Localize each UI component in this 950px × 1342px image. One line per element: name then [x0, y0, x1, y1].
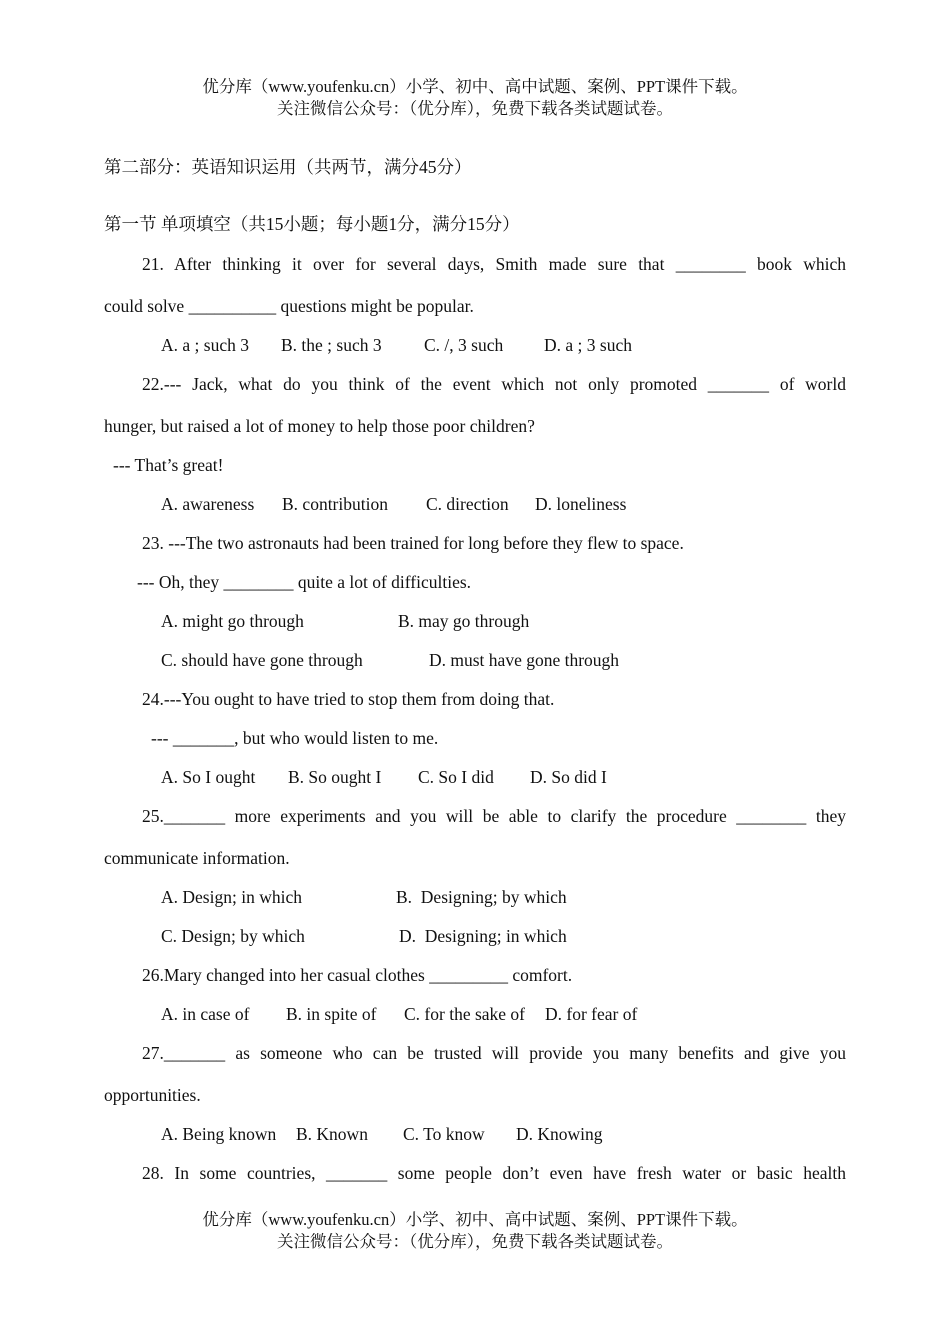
option-24-d: D. So did I [530, 767, 607, 787]
question-21-stem-cont: could solve __________ questions might be popular. [104, 296, 474, 316]
option-27-c: C. To know [403, 1124, 485, 1144]
option-25-a: A. Design; in which [161, 887, 302, 907]
question-27-stem: 27._______ as someone who can be trusted will provide you many benefits and give you [142, 1043, 846, 1063]
option-27-d: D. Knowing [516, 1124, 603, 1144]
option-24-b: B. So ought I [288, 767, 382, 787]
question-25-stem-cont: communicate information. [104, 848, 290, 868]
question-23-stem: 23. ---The two astronauts had been trained for long before they flew to space. [142, 533, 684, 553]
option-23-d: D. must have gone through [429, 650, 620, 670]
question-26-stem: 26.Mary changed into her casual clothes _________ comfort. [142, 965, 573, 985]
option-25-c: C. Design; by which [161, 926, 305, 946]
question-22-reply: --- That’s great! [113, 455, 224, 475]
header-line-1: 优分库（www.youfenku.cn）小学、初中、高中试题、案例、PPT课件下载。 [202, 77, 748, 96]
option-26-c: C. for the sake of [404, 1004, 526, 1024]
header-line-2: 关注微信公众号：（优分库），免费下载各类试题试卷。 [277, 99, 673, 118]
option-23-b: B. may go through [398, 611, 530, 631]
option-22-c: C. direction [426, 494, 509, 514]
option-22-b: B. contribution [282, 494, 388, 514]
question-28-stem: 28. In some countries, _______ some people don’t even have fresh water or basic health [142, 1163, 846, 1183]
option-26-d: D. for fear of [545, 1004, 638, 1024]
option-23-c: C. should have gone through [161, 650, 363, 670]
part-title: 第二部分：英语知识运用（共两节，满分45分） [104, 157, 472, 177]
footer-line-1: 优分库（www.youfenku.cn）小学、初中、高中试题、案例、PPT课件下载。 [202, 1210, 748, 1229]
option-21-b: B. the ; such 3 [281, 335, 382, 355]
question-22-stem: 22.--- Jack, what do you think of the event which not only promoted _______ of world [142, 374, 846, 394]
option-27-a: A. Being known [161, 1124, 277, 1144]
question-25-stem: 25._______ more experiments and you will be able to clarify the procedure ________ they [142, 806, 846, 826]
option-21-a: A. a ; such 3 [161, 335, 249, 355]
question-24-reply: --- _______, but who would listen to me. [151, 728, 439, 748]
question-21-stem: 21. After thinking it over for several days, Smith made sure that ________ book which [142, 254, 846, 274]
question-27-stem-cont: opportunities. [104, 1085, 201, 1105]
section-title: 第一节 单项填空（共15小题；每小题1分，满分15分） [104, 214, 520, 234]
footer-line-2: 关注微信公众号：（优分库），免费下载各类试题试卷。 [277, 1232, 673, 1251]
question-23-reply: --- Oh, they ________ quite a lot of difficulties. [137, 572, 472, 592]
option-25-d: D. Designing; in which [399, 926, 567, 946]
option-23-a: A. might go through [161, 611, 304, 631]
option-26-b: B. in spite of [286, 1004, 377, 1024]
option-24-c: C. So I did [418, 767, 494, 787]
question-24-stem: 24.---You ought to have tried to stop them from doing that. [142, 689, 555, 709]
option-26-a: A. in case of [161, 1004, 250, 1024]
question-22-stem-cont: hunger, but raised a lot of money to help those poor children? [104, 416, 535, 436]
option-27-b: B. Known [296, 1124, 368, 1144]
option-24-a: A. So I ought [161, 767, 256, 787]
option-25-b: B. Designing; by which [396, 887, 567, 907]
option-22-a: A. awareness [161, 494, 255, 514]
option-22-d: D. loneliness [535, 494, 627, 514]
option-21-d: D. a ; 3 such [544, 335, 632, 355]
option-21-c: C. /, 3 such [424, 335, 504, 355]
